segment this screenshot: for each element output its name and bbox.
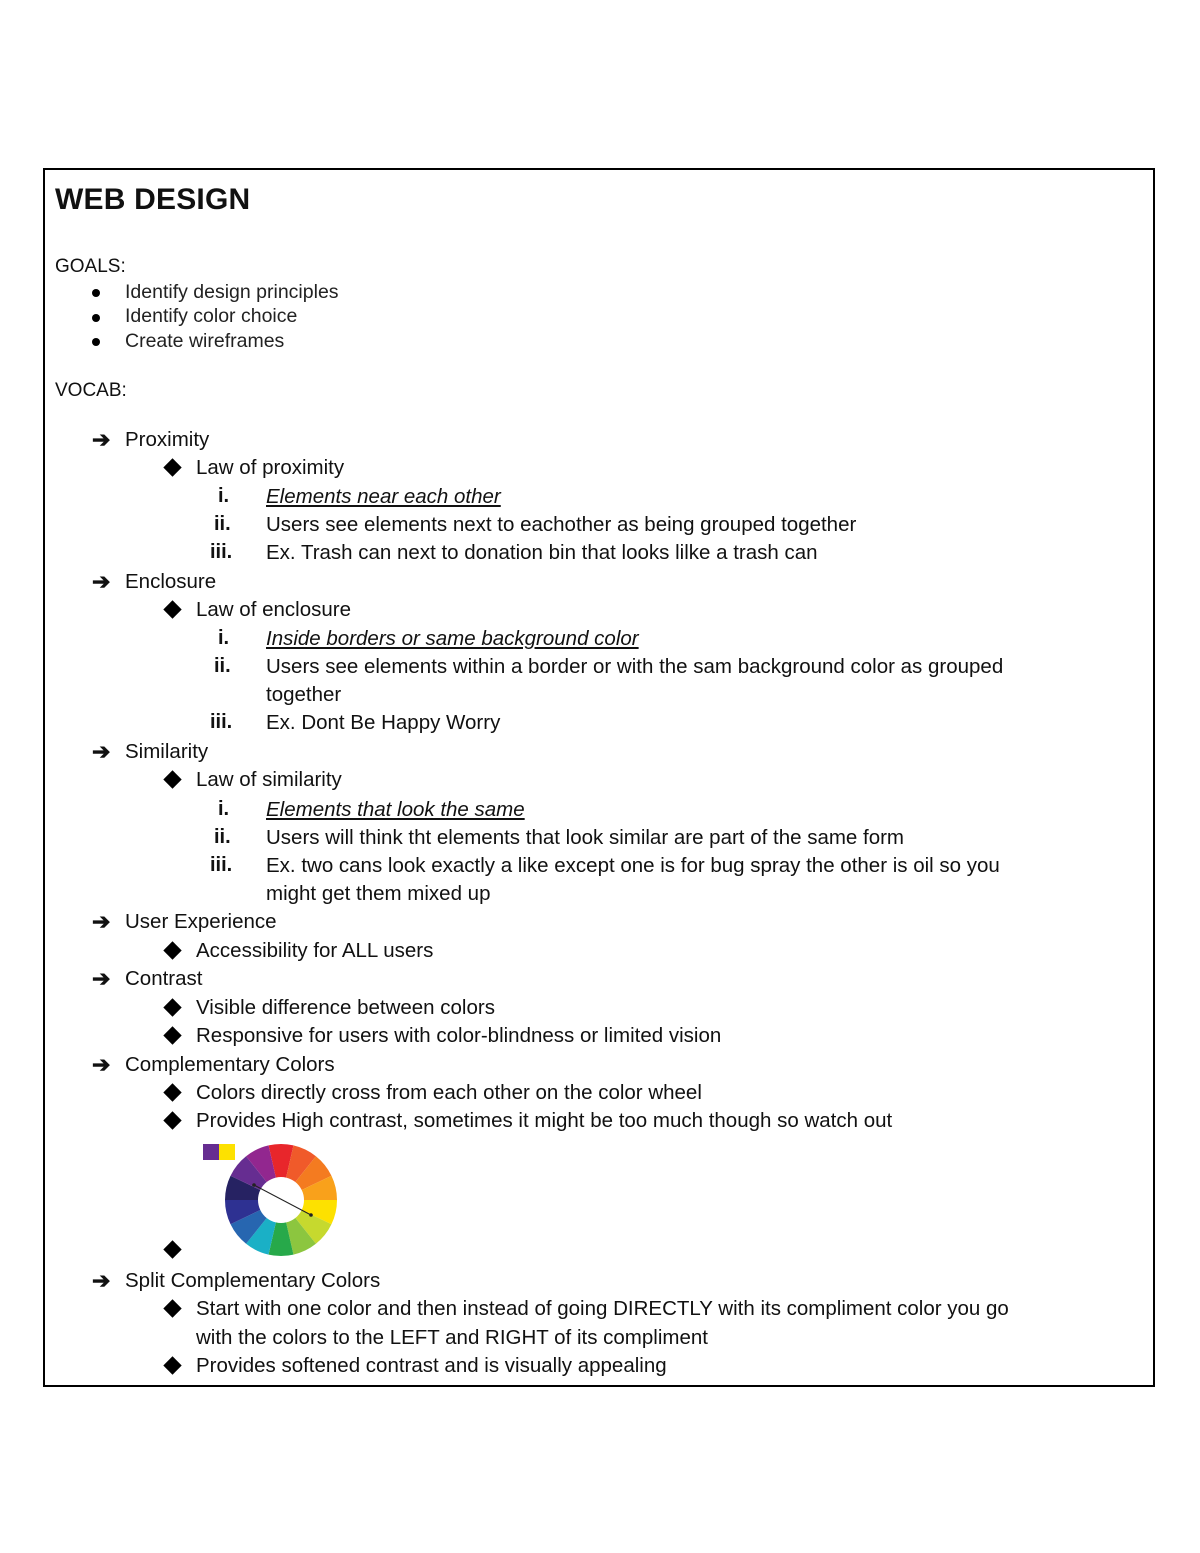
roman-numeral: ii. <box>214 826 231 848</box>
vocab-term: User Experience <box>125 910 277 933</box>
sub-point: Ex. Trash can next to donation bin that looks lilke a trash can <box>266 541 818 564</box>
bullet-icon <box>92 314 100 322</box>
vocab-point: Responsive for users with color-blindness or limited vision <box>196 1024 722 1047</box>
vocab-point: Law of proximity <box>196 456 345 479</box>
bullet-icon <box>92 289 100 297</box>
vocab-term: Similarity <box>125 740 209 763</box>
roman-numeral: iii. <box>210 541 233 563</box>
sub-point-continuation: together <box>266 683 342 706</box>
roman-numeral: iii. <box>210 854 233 876</box>
vocab-point: Provides softened contrast and is visually appealing <box>196 1354 667 1377</box>
vocab-point-continuation: with the colors to the LEFT and RIGHT of its compliment <box>196 1326 708 1349</box>
definition-text: Elements that look the same <box>266 798 525 821</box>
arrow-icon: ➔ <box>92 427 111 452</box>
arrow-icon: ➔ <box>92 739 111 764</box>
vocab-point: Start with one color and then instead of going DIRECTLY with its compliment color you go <box>196 1297 1009 1320</box>
roman-numeral: i. <box>218 798 230 820</box>
vocab-term: Split Complementary Colors <box>125 1269 381 1292</box>
vocab-term: Proximity <box>125 428 210 451</box>
purple-swatch <box>203 1144 219 1160</box>
vocab-point: Visible difference between colors <box>196 996 495 1019</box>
connector-endpoint <box>309 1213 313 1217</box>
vocab-point: Accessibility for ALL users <box>196 939 434 962</box>
arrow-icon: ➔ <box>92 966 111 991</box>
arrow-icon: ➔ <box>92 1052 111 1077</box>
vocab-term: Enclosure <box>125 570 217 593</box>
sub-point: Users see elements within a border or with the sam background color as grouped <box>266 655 1004 678</box>
vocab-term: Contrast <box>125 967 203 990</box>
sub-point: Ex. Dont Be Happy Worry <box>266 711 501 734</box>
goals-heading: GOALS: <box>55 256 126 277</box>
roman-numeral: i. <box>218 627 230 649</box>
goal-item: Identify design principles <box>125 281 339 303</box>
sub-point-continuation: might get them mixed up <box>266 882 491 905</box>
vocab-point: Law of enclosure <box>196 598 351 621</box>
goal-item: Identify color choice <box>125 305 298 327</box>
page-title: WEB DESIGN <box>55 183 251 216</box>
roman-numeral: ii. <box>214 655 231 677</box>
sub-point: Users see elements next to eachother as being grouped together <box>266 513 857 536</box>
vocab-point: Provides High contrast, sometimes it might be too much though so watch out <box>196 1109 893 1132</box>
sub-point: Users will think tht elements that look similar are part of the same form <box>266 826 905 849</box>
color-wheel-image <box>224 1143 338 1257</box>
goal-item: Create wireframes <box>125 330 285 352</box>
connector-endpoint <box>252 1183 256 1187</box>
arrow-icon: ➔ <box>92 1268 111 1293</box>
arrow-icon: ➔ <box>92 909 111 934</box>
arrow-icon: ➔ <box>92 569 111 594</box>
vocab-heading: VOCAB: <box>55 380 127 401</box>
roman-numeral: iii. <box>210 711 233 733</box>
vocab-point: Colors directly cross from each other on the color wheel <box>196 1081 702 1104</box>
definition-text: Elements near each other <box>266 485 501 508</box>
definition-text: Inside borders or same background color <box>266 627 639 650</box>
sub-point: Ex. two cans look exactly a like except one is for bug spray the other is oil so you <box>266 854 1000 877</box>
roman-numeral: ii. <box>214 513 231 535</box>
roman-numeral: i. <box>218 485 230 507</box>
vocab-term: Complementary Colors <box>125 1053 335 1076</box>
vocab-point: Law of similarity <box>196 768 342 791</box>
bullet-icon <box>92 338 100 346</box>
